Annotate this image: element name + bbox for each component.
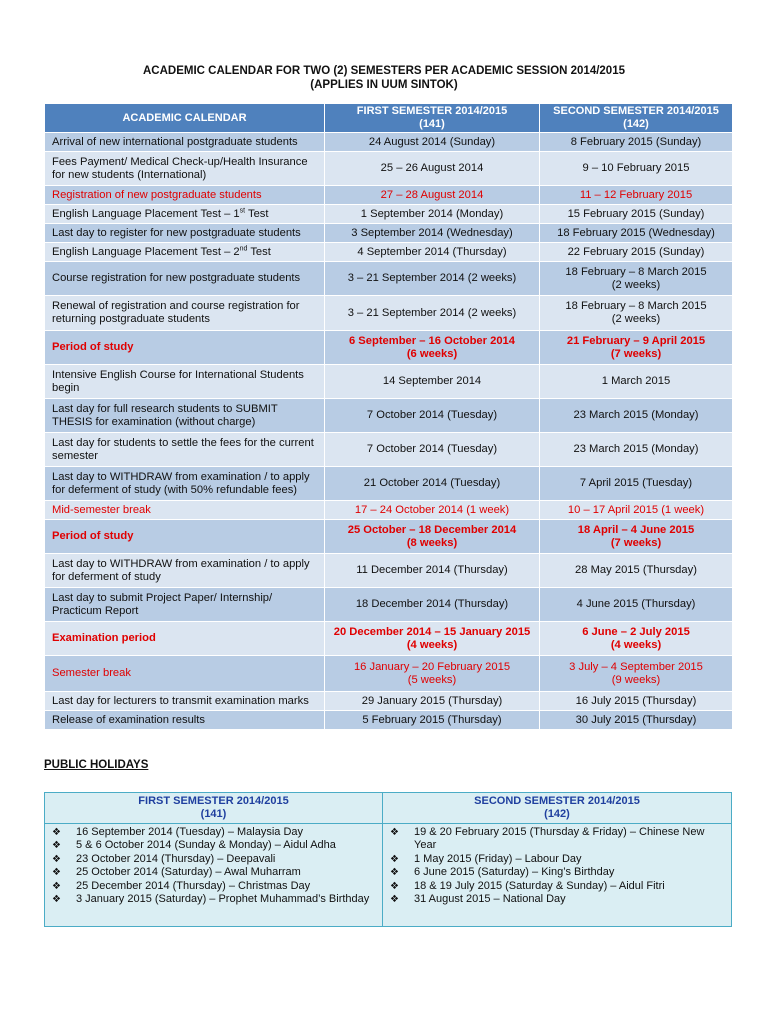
second-sem-cell <box>540 331 733 365</box>
holidays-second-semester-list-cell <box>383 824 732 927</box>
event-line-1: Intensive English Course for International Students <box>52 368 304 381</box>
second-sem-line-2: (4 weeks) <box>610 638 662 651</box>
holidays-body-row <box>45 824 732 927</box>
first-sem-line-1: 16 January – 20 February 2015 <box>353 660 511 673</box>
first-sem-cell <box>325 656 540 692</box>
first-sem-cell: 3 – 21 September 2014 (2 weeks) <box>325 262 540 296</box>
first-sem-cell: 18 December 2014 (Thursday) <box>325 588 540 622</box>
table-row <box>45 501 733 520</box>
table-row <box>45 205 733 224</box>
list-item <box>387 826 727 853</box>
holidays-second-semester-label: SECOND SEMESTER 2014/2015 <box>474 795 640 807</box>
event-cell <box>45 467 325 501</box>
event-cell: Period of study <box>45 520 325 554</box>
holidays-second-semester-list <box>387 826 727 906</box>
second-sem-cell: 9 – 10 February 2015 <box>540 152 733 186</box>
first-sem-line-2: (4 weeks) <box>406 638 458 651</box>
table-row <box>45 711 733 730</box>
second-sem-line-1: 18 February – 8 March 2015 <box>565 265 707 278</box>
event-cell: Arrival of new international postgraduate students <box>45 133 325 152</box>
academic-calendar-table <box>44 103 733 730</box>
event-cell <box>45 296 325 331</box>
event-line-2: returning postgraduate students <box>52 313 210 325</box>
holidays-second-semester-code: (142) <box>544 808 570 820</box>
second-sem-cell: 10 – 17 April 2015 (1 week) <box>540 501 733 520</box>
event-cell: Mid-semester break <box>45 501 325 520</box>
second-sem-line-1: 6 June – 2 July 2015 <box>582 625 690 638</box>
second-sem-line-2: (2 weeks) <box>611 278 661 291</box>
event-cell: Last day for lecturers to transmit examination marks <box>45 692 325 711</box>
diamond-bullet-icon: ❖ <box>52 827 61 838</box>
table-row <box>45 186 733 205</box>
table-row <box>45 365 733 399</box>
diamond-bullet-icon: ❖ <box>52 880 61 892</box>
header-second-semester-label: SECOND SEMESTER 2014/2015 <box>553 105 719 117</box>
first-sem-line-2: (8 weeks) <box>406 536 458 549</box>
event-cell: Course registration for new postgraduate students <box>45 262 325 296</box>
event-line-1: Last day to submit Project Paper/ Internship/ <box>52 591 273 604</box>
holiday-text: 19 & 20 February 2015 (Thursday & Friday) – Chinese New Year <box>414 826 705 852</box>
document-title <box>0 64 768 92</box>
first-sem-cell: 7 October 2014 (Tuesday) <box>325 433 540 467</box>
header-second-semester-code: (142) <box>623 118 649 130</box>
holiday-text: 16 September 2014 (Tuesday) – Malaysia Day <box>76 826 304 838</box>
list-item <box>49 866 378 879</box>
header-second-semester <box>540 104 733 133</box>
diamond-bullet-icon: ❖ <box>390 853 399 865</box>
holiday-text: 18 & 19 July 2015 (Saturday & Sunday) – Aidul Fitri <box>414 879 665 892</box>
first-sem-line-1: 25 October – 18 December 2014 <box>347 523 517 536</box>
event-text-tail: Test <box>245 207 269 220</box>
second-sem-cell: 8 February 2015 (Sunday) <box>540 133 733 152</box>
public-holidays-table <box>44 792 732 927</box>
first-sem-cell: 11 December 2014 (Thursday) <box>325 554 540 588</box>
table-row <box>45 262 733 296</box>
table-row <box>45 656 733 692</box>
list-item <box>387 893 727 906</box>
first-sem-cell: 24 August 2014 (Sunday) <box>325 133 540 152</box>
second-sem-line-2: (2 weeks) <box>611 313 661 325</box>
first-sem-cell: 17 – 24 October 2014 (1 week) <box>325 501 540 520</box>
diamond-bullet-icon: ❖ <box>52 853 61 865</box>
first-sem-cell <box>325 520 540 554</box>
second-sem-cell: 28 May 2015 (Thursday) <box>540 554 733 588</box>
second-sem-line-1: 18 April – 4 June 2015 <box>577 523 695 536</box>
first-sem-cell: 25 – 26 August 2014 <box>325 152 540 186</box>
list-item <box>49 880 378 893</box>
event-line-2: Practicum Report <box>52 604 139 617</box>
first-sem-cell <box>325 622 540 656</box>
diamond-bullet-icon: ❖ <box>390 827 399 838</box>
holidays-header-row <box>45 793 732 824</box>
holiday-text: 6 June 2015 (Saturday) – King’s Birthday <box>414 866 615 879</box>
event-line-1: Fees Payment/ Medical Check-up/Health Insurance <box>52 155 308 168</box>
list-item <box>387 880 727 893</box>
event-line-1: Last day to WITHDRAW from examination / to apply <box>52 470 310 483</box>
holidays-first-semester-list-cell <box>45 824 383 927</box>
table-row <box>45 331 733 365</box>
first-sem-line-1: 6 September – 16 October 2014 <box>348 334 516 347</box>
event-cell: Last day to register for new postgraduate students <box>45 224 325 243</box>
second-sem-cell: 11 – 12 February 2015 <box>540 186 733 205</box>
first-sem-cell: 29 January 2015 (Thursday) <box>325 692 540 711</box>
second-sem-line-1: 18 February – 8 March 2015 <box>565 300 707 312</box>
table-row <box>45 467 733 501</box>
diamond-bullet-icon: ❖ <box>52 894 61 906</box>
second-sem-cell: 7 April 2015 (Tuesday) <box>540 467 733 501</box>
event-cell: Registration of new postgraduate students <box>45 186 325 205</box>
list-item <box>387 853 727 866</box>
holiday-text: 23 October 2014 (Thursday) – Deepavali <box>76 852 276 865</box>
header-first-semester-code: (141) <box>419 118 445 130</box>
second-sem-cell <box>540 656 733 692</box>
table-row <box>45 243 733 262</box>
second-sem-line-2: (7 weeks) <box>610 536 662 549</box>
holidays-first-semester-code: (141) <box>200 808 227 820</box>
first-sem-cell: 5 February 2015 (Thursday) <box>325 711 540 730</box>
holiday-text: 1 May 2015 (Friday) – Labour Day <box>414 852 582 865</box>
first-sem-cell: 3 – 21 September 2014 (2 weeks) <box>325 296 540 331</box>
event-line-2: for new students (International) <box>52 168 207 181</box>
list-item <box>49 893 378 906</box>
diamond-bullet-icon: ❖ <box>390 894 399 906</box>
list-item <box>49 826 378 839</box>
ordinal-suffix: nd <box>239 244 248 252</box>
diamond-bullet-icon: ❖ <box>390 867 399 879</box>
first-sem-cell: 21 October 2014 (Tuesday) <box>325 467 540 501</box>
second-sem-cell: 22 February 2015 (Sunday) <box>540 243 733 262</box>
second-sem-cell <box>540 296 733 331</box>
event-line-1: Renewal of registration and course registration for <box>52 300 300 312</box>
event-cell <box>45 205 325 224</box>
table-row <box>45 520 733 554</box>
event-text: English Language Placement Test – 1 <box>52 207 240 220</box>
second-sem-line-2: (9 weeks) <box>611 673 661 686</box>
holiday-text: 25 December 2014 (Thursday) – Christmas Day <box>76 879 311 892</box>
event-text: English Language Placement Test – 2 <box>52 245 240 258</box>
event-line-2: begin <box>52 381 80 394</box>
event-line-2: for deferment of study <box>52 570 161 583</box>
event-cell: Semester break <box>45 656 325 692</box>
diamond-bullet-icon: ❖ <box>390 880 399 892</box>
holidays-first-semester-label: FIRST SEMESTER 2014/2015 <box>138 795 289 807</box>
event-cell <box>45 399 325 433</box>
event-line-2: THESIS for examination (without charge) <box>52 415 256 428</box>
event-line-2: for deferment of study (with 50% refundable fees) <box>52 483 298 496</box>
second-sem-cell <box>540 262 733 296</box>
first-sem-line-2: (6 weeks) <box>406 347 458 360</box>
second-sem-line-1: 3 July – 4 September 2015 <box>569 660 703 673</box>
header-first-semester <box>325 104 540 133</box>
event-cell <box>45 243 325 262</box>
title-line-2: (APPLIES IN UUM SINTOK) <box>310 79 458 91</box>
second-sem-cell: 30 July 2015 (Thursday) <box>540 711 733 730</box>
table-row <box>45 433 733 467</box>
second-sem-line-2: (7 weeks) <box>610 347 662 360</box>
table-row <box>45 399 733 433</box>
holiday-text: 3 January 2015 (Saturday) – Prophet Muhammad’s Birthday <box>76 893 370 906</box>
first-sem-line-2: (5 weeks) <box>407 673 457 686</box>
second-sem-cell: 23 March 2015 (Monday) <box>540 433 733 467</box>
first-sem-cell <box>325 331 540 365</box>
diamond-bullet-icon: ❖ <box>52 840 61 852</box>
event-cell <box>45 152 325 186</box>
title-line-1: ACADEMIC CALENDAR FOR TWO (2) SEMESTERS PER ACADEMIC SESSION 2014/2015 <box>142 65 625 77</box>
header-first-semester-label: FIRST SEMESTER 2014/2015 <box>356 105 508 117</box>
event-cell: Examination period <box>45 622 325 656</box>
table-row <box>45 622 733 656</box>
list-item <box>49 853 378 866</box>
first-sem-cell: 7 October 2014 (Tuesday) <box>325 399 540 433</box>
list-item <box>387 866 727 879</box>
table-row <box>45 554 733 588</box>
second-sem-line-1: 21 February – 9 April 2015 <box>566 334 706 347</box>
second-sem-cell <box>540 622 733 656</box>
second-sem-cell: 4 June 2015 (Thursday) <box>540 588 733 622</box>
public-holidays-heading: PUBLIC HOLIDAYS <box>44 759 149 771</box>
first-sem-cell: 14 September 2014 <box>325 365 540 399</box>
table-row <box>45 133 733 152</box>
holiday-text: 5 & 6 October 2014 (Sunday & Monday) – Aidul Adha <box>76 839 336 852</box>
first-sem-line-1: 20 December 2014 – 15 January 2015 <box>333 625 531 638</box>
first-sem-cell: 1 September 2014 (Monday) <box>325 205 540 224</box>
calendar-header-row <box>45 104 733 133</box>
second-sem-cell: 1 March 2015 <box>540 365 733 399</box>
second-sem-cell: 18 February 2015 (Wednesday) <box>540 224 733 243</box>
list-item <box>49 839 378 852</box>
holidays-second-semester-header <box>383 793 732 824</box>
second-sem-cell: 15 February 2015 (Sunday) <box>540 205 733 224</box>
event-cell <box>45 433 325 467</box>
header-academic-calendar: ACADEMIC CALENDAR <box>45 104 325 133</box>
first-sem-cell: 3 September 2014 (Wednesday) <box>325 224 540 243</box>
second-sem-cell <box>540 520 733 554</box>
second-sem-cell: 16 July 2015 (Thursday) <box>540 692 733 711</box>
table-row <box>45 296 733 331</box>
event-cell <box>45 554 325 588</box>
table-row <box>45 692 733 711</box>
event-line-2: semester <box>52 449 99 462</box>
event-cell: Period of study <box>45 331 325 365</box>
table-row <box>45 588 733 622</box>
event-cell: Release of examination results <box>45 711 325 730</box>
holiday-text: 31 August 2015 – National Day <box>414 893 566 906</box>
event-cell <box>45 365 325 399</box>
table-row <box>45 224 733 243</box>
event-line-1: Last day for students to settle the fees for the current <box>52 436 314 449</box>
ordinal-suffix: st <box>239 206 246 214</box>
table-row <box>45 152 733 186</box>
first-sem-cell: 4 September 2014 (Thursday) <box>325 243 540 262</box>
event-line-1: Last day to WITHDRAW from examination / to apply <box>52 557 310 570</box>
event-text-tail: Test <box>247 245 271 258</box>
holiday-text: 25 October 2014 (Saturday) – Awal Muharram <box>76 866 301 879</box>
holidays-first-semester-header <box>45 793 383 824</box>
first-sem-cell: 27 – 28 August 2014 <box>325 186 540 205</box>
holidays-first-semester-list <box>49 826 378 906</box>
diamond-bullet-icon: ❖ <box>52 867 61 879</box>
event-cell <box>45 588 325 622</box>
event-line-1: Last day for full research students to SUBMIT <box>52 402 278 415</box>
second-sem-cell: 23 March 2015 (Monday) <box>540 399 733 433</box>
